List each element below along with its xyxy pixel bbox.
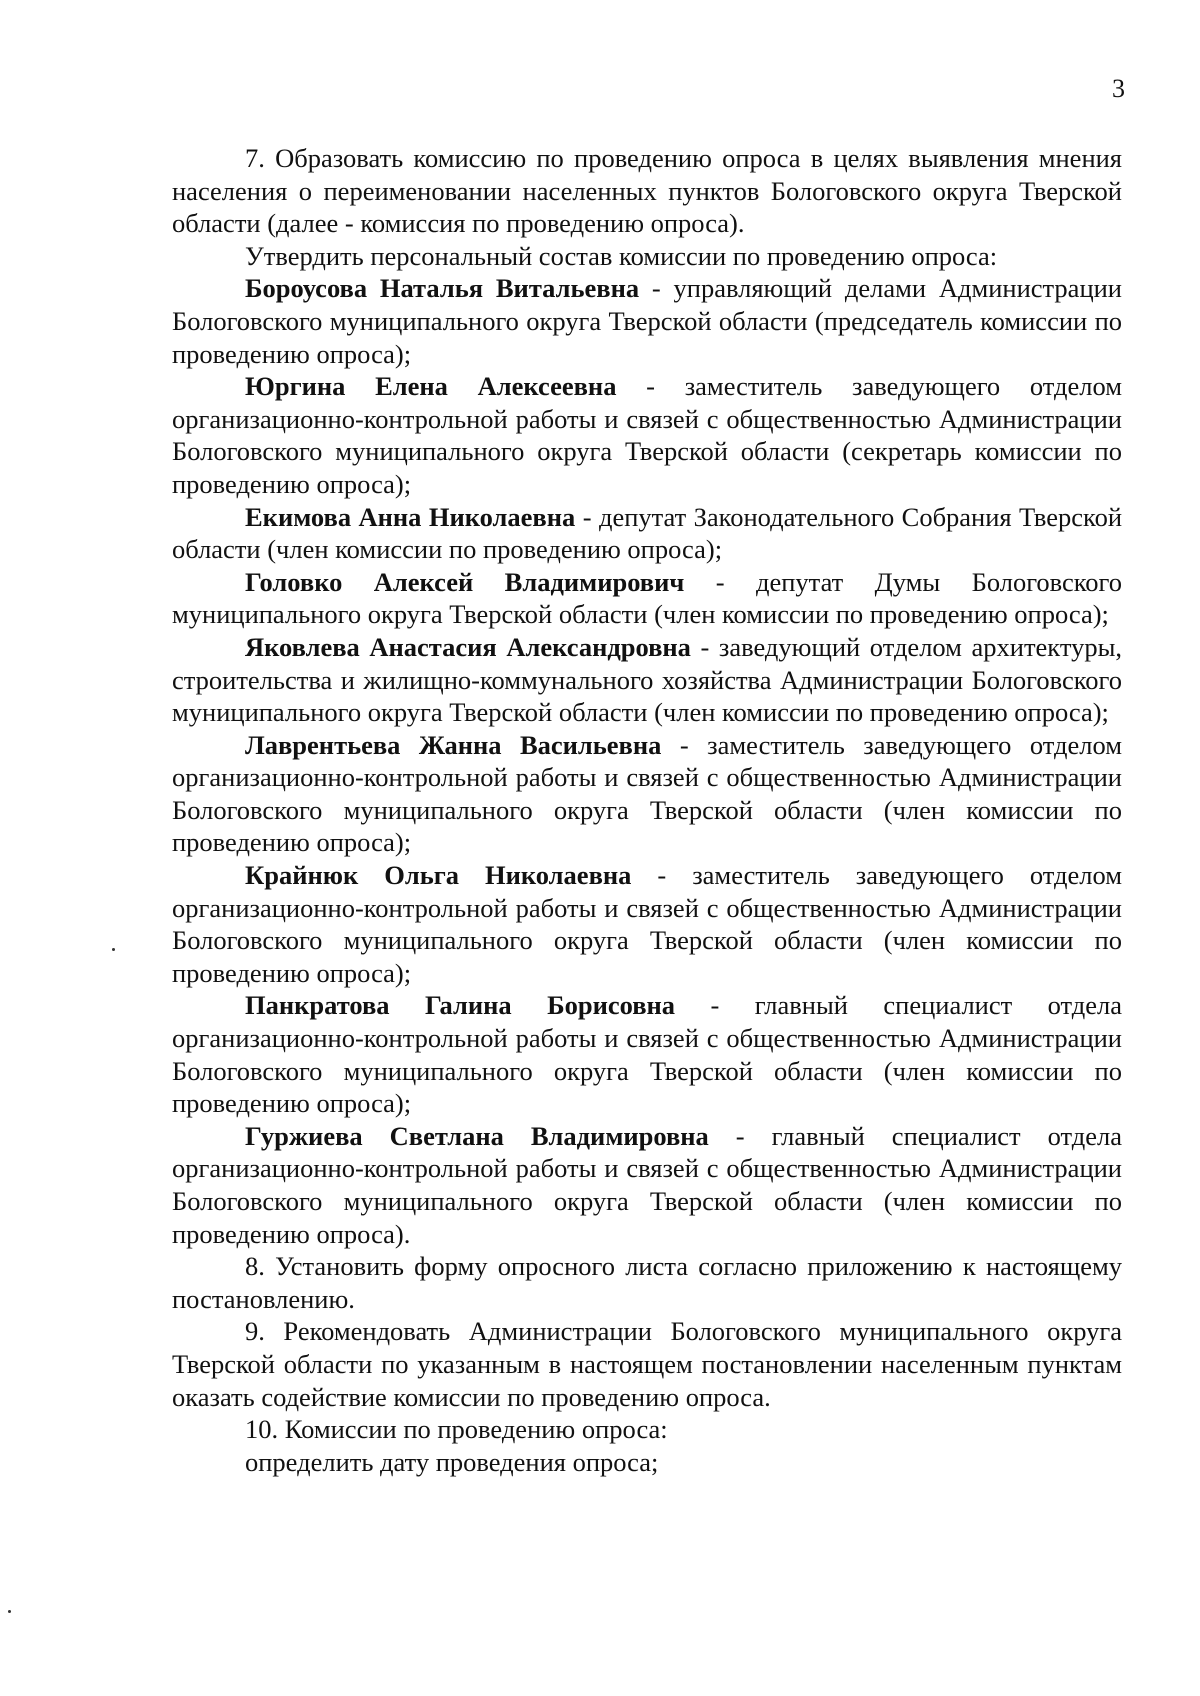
document-body	[172, 142, 1122, 1478]
member-role: - заведующий отделом архитектуры, строительства и жилищно-коммунального хозяйства Администрации Бологовского муниципального округа Тверской области (член комиссии по проведению опроса);	[172, 631, 1122, 728]
member-name: Лаврентьева Жанна Васильевна	[245, 729, 662, 760]
member-role: - управляющий делами Администрации Бологовского муниципального округа Тверской области (председатель комиссии по проведению опроса);	[172, 273, 1122, 369]
approve-composition-paragraph: Утвердить персональный состав комиссии по проведению опроса:	[245, 240, 998, 271]
paragraph-9: 9. Рекомендовать Администрации Бологовского муниципального округа Тверской области по указанным в настоящем постановлении населенным пунктам оказать содействие комиссии по проведению опроса.	[172, 1316, 1122, 1412]
member-role: - заместитель заведующего отделом организационно-контрольной работы и связей с общественностью Администрации Бологовского муниципального округа Тверской области (член комиссии по проведению опроса);	[172, 729, 1123, 858]
member-entry	[172, 729, 1122, 859]
scan-speck	[8, 1610, 11, 1613]
member-role: - депутат Законодательного Собрания Тверской области (член комиссии по проведению опроса);	[172, 501, 1122, 565]
member-entry	[172, 1120, 1122, 1250]
member-name: Юргина Елена Алексеевна	[245, 371, 617, 402]
member-name: Бороусова Наталья Витальевна	[245, 273, 640, 304]
paragraph-10-item: определить дату проведения опроса;	[245, 1446, 659, 1477]
member-role: - главный специалист отдела организационно-контрольной работы и связей с общественностью Администрации Бологовского муниципального округа Тверской области (член комиссии по проведению опроса).	[172, 1120, 1122, 1249]
member-entry	[172, 370, 1122, 500]
member-entry	[172, 989, 1122, 1119]
paragraph-7: 7. Образовать комиссию по проведению опроса в целях выявления мнения населения о переименовании населенных пунктов Бологовского округа Тверской области (далее - комиссия по проведению опроса).	[172, 143, 1122, 239]
member-name: Екимова Анна Николаевна	[245, 501, 576, 532]
member-name: Головко Алексей Владимирович	[245, 566, 685, 597]
member-role: - заместитель заведующего отделом организационно-контрольной работы и связей с общественностью Администрации Бологовского муниципального округа Тверской области (член комиссии по проведению опроса);	[172, 860, 1123, 988]
member-role: - главный специалист отдела организационно-контрольной работы и связей с общественностью Администрации Бологовского муниципального округа Тверской области (член комиссии по проведению опроса);	[172, 990, 1122, 1119]
member-entry	[172, 859, 1122, 989]
member-role: - депутат Думы Бологовского муниципального округа Тверской области (член комиссии по проведению опроса);	[172, 566, 1123, 630]
member-entry	[172, 501, 1122, 566]
page-number: 3	[1112, 74, 1125, 103]
member-name: Панкратова Галина Борисовна	[245, 990, 676, 1021]
member-name: Крайнюк Ольга Николаевна	[245, 860, 632, 891]
member-entry	[172, 272, 1122, 370]
member-entry	[172, 566, 1122, 631]
paragraph-10: 10. Комиссии по проведению опроса:	[245, 1414, 668, 1445]
member-role: - заместитель заведующего отделом организационно-контрольной работы и связей с общественностью Администрации Бологовского муниципального округа Тверской области (секретарь комиссии по проведению опроса);	[172, 371, 1122, 499]
member-entry	[172, 631, 1122, 729]
scan-speck	[112, 948, 115, 951]
paragraph-8: 8. Установить форму опросного листа согласно приложению к настоящему постановлению.	[172, 1251, 1122, 1314]
member-name: Гуржиева Светлана Владимировна	[245, 1120, 709, 1151]
member-name: Яковлева Анастасия Александровна	[245, 631, 691, 662]
